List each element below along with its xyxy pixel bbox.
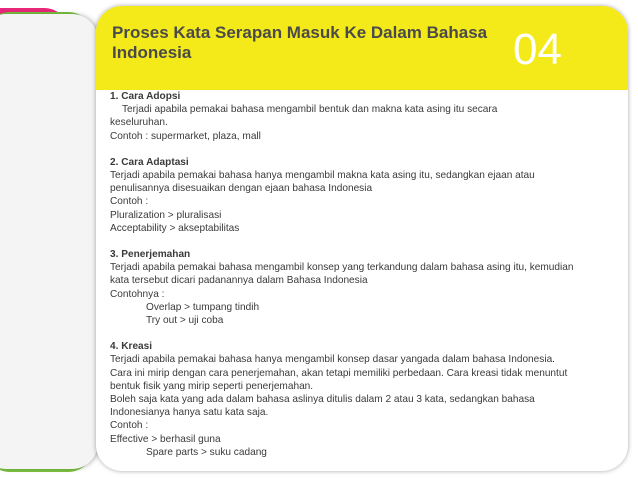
section-example: Try out > uji coba <box>146 315 224 327</box>
slide-body <box>110 90 620 459</box>
section-text: bentuk fisik yang mirip seperti penerjemahan. <box>110 380 314 392</box>
section-text: Cara ini mirip dengan cara penerjemahan, akan tetapi memiliki perbedaan. Cara kreasi tidak menuntut <box>110 367 568 379</box>
section-text: Terjadi apabila pemakai bahasa mengambil bentuk dan makna kata asing itu secara <box>122 104 498 116</box>
section-example-label: Contohnya : <box>110 288 165 300</box>
section-text: Terjadi apabila pemakai bahasa mengambil konsep yang terkandung dalam bahasa asing itu, kemudian <box>110 262 574 274</box>
section-text: keseluruhan. <box>110 117 168 129</box>
section-text: Boleh saja kata yang ada dalam bahasa aslinya ditulis dalam 2 atau 3 kata, sedangkan bahasa <box>110 394 535 406</box>
section-example-label: Contoh : <box>110 196 149 208</box>
section-example: Pluralization > pluralisasi <box>110 209 222 221</box>
section-example: Overlap > tumpang tindih <box>146 301 260 313</box>
slide-panel <box>96 6 628 471</box>
section-text: Terjadi apabila pemakai bahasa hanya mengambil konsep dasar yangada dalam bahasa Indonesia. <box>110 354 555 366</box>
slide-number: 04 <box>513 25 562 74</box>
slide-title: Proses Kata Serapan Masuk Ke Dalam Bahasa Indonesia <box>112 23 488 62</box>
section-example: Acceptability > akseptabilitas <box>110 222 240 234</box>
section-text: Terjadi apabila pemakai bahasa hanya mengambil makna kata asing itu, sedangkan ejaan atau <box>110 170 535 182</box>
section-text: kata tersebut dicari padanannya dalam Bahasa Indonesia <box>110 275 368 287</box>
section-heading-kreasi: 4. Kreasi <box>110 341 153 353</box>
section-heading-adopsi: 1. Cara Adopsi <box>110 91 181 102</box>
section-heading-adaptasi: 2. Cara Adaptasi <box>110 156 189 168</box>
section-example: Contoh : supermarket, plaza, mall <box>110 130 261 142</box>
decorative-tab-white <box>0 14 98 469</box>
slide-header <box>96 6 628 90</box>
section-example: Spare parts > suku cadang <box>146 446 267 458</box>
section-heading-penerjemahan: 3. Penerjemahan <box>110 249 191 261</box>
section-text: penulisannya disesuaikan dengan ejaan bahasa Indonesia <box>110 183 373 195</box>
section-example-label: Contoh : <box>110 420 149 432</box>
section-text: Indonesianya hanya satu kata saja. <box>110 407 269 419</box>
section-example: Effective > berhasil guna <box>110 433 221 445</box>
